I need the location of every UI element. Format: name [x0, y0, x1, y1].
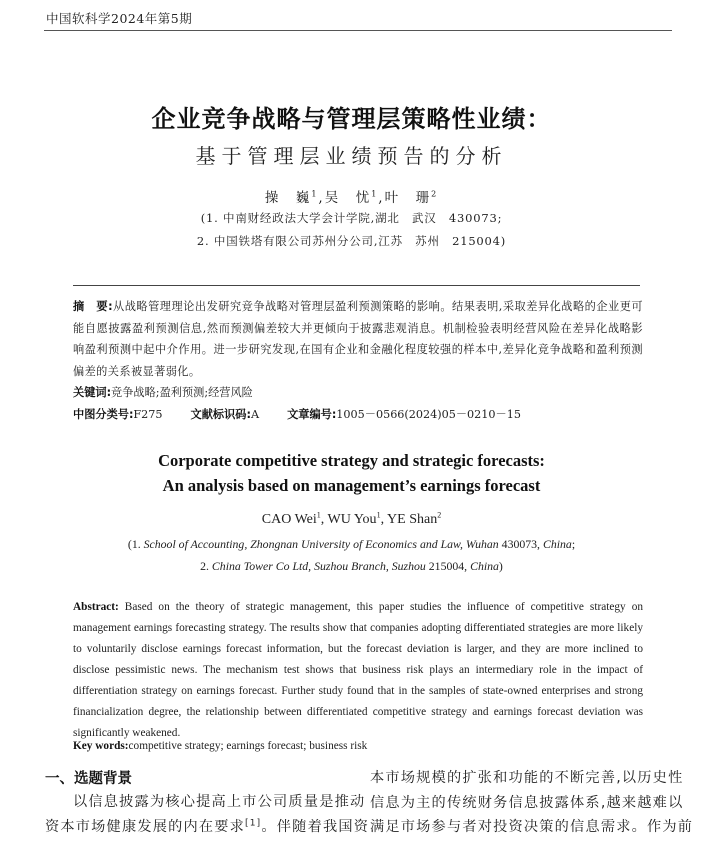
section-heading: 一、选题背景 — [45, 771, 132, 787]
classification-info — [73, 406, 643, 422]
keywords-en-label: Key words: — [73, 740, 129, 752]
abstract-en-label: Abstract: — [73, 601, 119, 613]
author-affiliation-mark: 1 — [376, 510, 381, 520]
affiliation-institution: China Tower Co Ltd, Suzhou Branch, Suzhou — [211, 559, 426, 573]
body-line-text: 。伴随着我国资 — [261, 818, 370, 835]
body-column-left — [45, 790, 370, 839]
document-code — [191, 406, 260, 422]
abstract-en-text: Based on the theory of strategic management, this paper studies the influence of competitive strategy on management earnings forecasting strategy. The results show that companies adopting differentiated strategies are more likely to voluntarily disclose earnings forecast information, but the forecast deviation is larger, and they are more inclined to disclose pessimistic news. The mechanism test shows that business risk plays an intermediary role in the impact of differentiation strategy on earnings forecast. Further study found that in the samples of state-owned enterprises and strong financialization degree, the relationship between differentiated competitive strategy and earnings forecast deviation was significantly weakened. — [73, 601, 643, 739]
body-line — [45, 815, 370, 840]
article-no-value: 1005－0566(2024)05－0210－15 — [336, 408, 521, 421]
keywords-cn-label: 关键词: — [73, 386, 112, 399]
clc-number — [73, 406, 163, 422]
author-en: CAO Wei — [261, 512, 317, 527]
clc-label: 中图分类号: — [73, 408, 134, 421]
affiliation-postcode: 215004, — [425, 559, 471, 573]
affiliation-institution: School of Accounting, Zhongnan University of Economics and Law, Wuhan — [143, 537, 499, 551]
abstract-cn-label: 摘 要: — [73, 300, 113, 313]
title-en-line-1: Corporate competitive strategy and strategic forecasts: — [158, 451, 545, 470]
body-line-text: 资本市场健康发展的内在要求 — [45, 818, 246, 835]
abstract-en — [73, 597, 643, 744]
author-en: YE Shan — [387, 512, 438, 527]
abstract-rule — [73, 285, 640, 286]
author-cn: 吴 忧 — [324, 190, 372, 206]
subtitle-cn: 基于管理层业绩预告的分析 — [195, 144, 508, 168]
affiliation-cn-1: (1. 中南财经政法大学会计学院,湖北 武汉 430073; — [200, 211, 503, 225]
title-cn: 企业竞争战略与管理层策略性业绩： — [151, 104, 552, 133]
affiliation-en-1 — [0, 537, 703, 552]
affiliation-cn-2: 2. 中国铁塔有限公司苏州分公司,江苏 苏州 215004) — [196, 234, 507, 248]
doc-code-label: 文献标识码: — [190, 408, 251, 421]
doc-code-value: A — [250, 408, 260, 421]
body-line — [45, 790, 366, 815]
authors-en: CAO Wei$^1$, WU You$^1$, YE Shan$^2$ — [261, 510, 442, 527]
affiliation-prefix: (1. — [127, 537, 144, 551]
affiliation-en-2 — [0, 559, 703, 574]
affiliation-suffix: ; — [571, 537, 576, 551]
keywords-cn-text: 竞争战略;盈利预测;经营风险 — [111, 386, 253, 399]
affiliation-country: China — [542, 537, 572, 551]
affiliation-country: China — [470, 559, 499, 573]
body-line: 本市场规模的扩张和功能的不断完善,以历史性 — [370, 770, 684, 786]
author-affiliation-mark: 2 — [437, 510, 442, 520]
running-header: 中国软科学2024年第5期 — [46, 11, 193, 26]
clc-value: F275 — [133, 408, 163, 421]
abstract-cn — [73, 296, 643, 382]
author-cn: 操 巍 — [264, 190, 312, 206]
author-affiliation-mark: 1 — [311, 189, 319, 199]
body-line-text: 以信息披露为核心提高上市公司质量是推动 — [73, 794, 366, 810]
author-en: WU You — [327, 512, 377, 527]
body-column-right — [370, 766, 694, 840]
keywords-en — [73, 740, 643, 752]
citation-mark[interactable]: [1] — [245, 817, 262, 828]
title-en-line-2: An analysis based on management’s earnings forecast — [162, 476, 541, 495]
authors-cn: 操 巍$^1$,吴 忧$^1$,叶 珊$^2$ — [264, 189, 439, 206]
body-line: 信息为主的传统财务信息披露体系,越来越难以 — [370, 794, 684, 811]
author-affiliation-mark: 2 — [431, 189, 439, 199]
header-rule — [44, 30, 672, 31]
author-cn: 叶 珊 — [384, 190, 432, 206]
author-affiliation-mark: 1 — [371, 189, 379, 199]
keywords-en-text: competitive strategy; earnings forecast; business risk — [128, 740, 368, 752]
author-affiliation-mark: 1 — [316, 510, 321, 520]
body-line: 满足市场参与者对投资决策的信息需求。作为前 — [370, 819, 694, 835]
title-en — [0, 448, 703, 498]
affiliation-suffix: ) — [498, 559, 503, 573]
keywords-cn — [73, 384, 643, 400]
affiliation-prefix: 2. — [200, 559, 212, 573]
abstract-cn-text: 从战略管理理论出发研究竞争战略对管理层盈利预测策略的影响。结果表明,采取差异化战略的企业更可能自愿披露盈利预测信息,然而预测偏差较大并更倾向于披露悲观消息。机制检验表明经营风险在差异化战略影响盈利预测中起中介作用。进一步研究发现,在国有企业和金融化程度较强的样本中,差异化竞争战略和盈利预测偏差的关系被显著弱化。 — [73, 300, 643, 378]
article-number — [287, 406, 521, 422]
affiliation-postcode: 430073, — [498, 537, 543, 551]
article-no-label: 文章编号: — [287, 408, 337, 421]
